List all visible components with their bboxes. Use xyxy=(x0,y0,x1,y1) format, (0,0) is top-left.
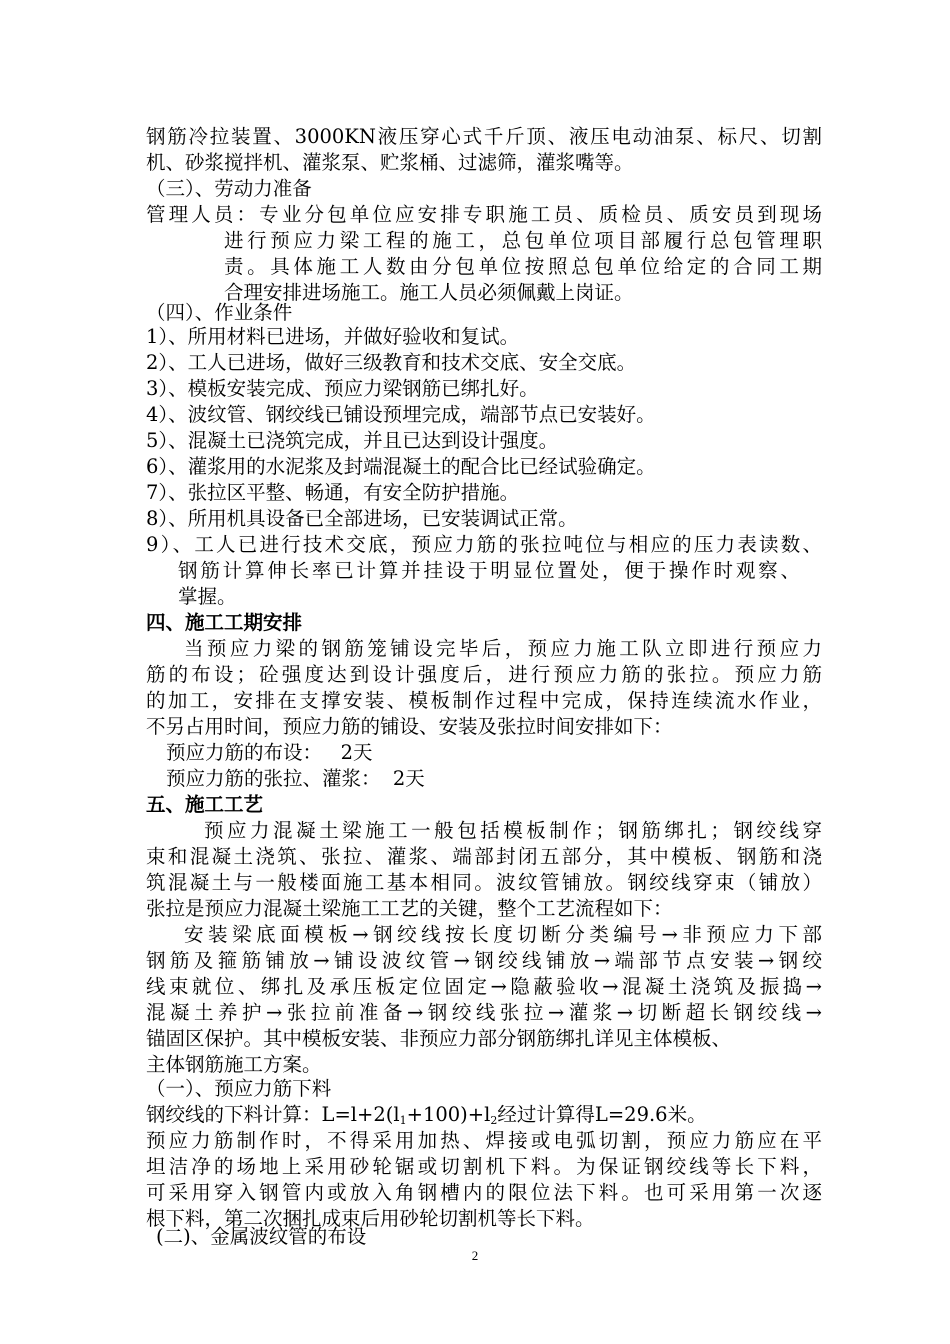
list-item: 6）、灌浆用的水泥浆及封端混凝土的配合比已经试验确定。 xyxy=(146,455,656,478)
text-line: 线束就位、绑扎及承压板定位固定→隐蔽验收→混凝土浇筑及振捣→ xyxy=(146,975,822,998)
list-item: 2）、工人已进场，做好三级教育和技术交底、安全交底。 xyxy=(146,351,637,374)
text-line: 根下料，第二次捆扎成束后用砂轮切割机等长下料。 xyxy=(146,1207,595,1230)
text-line: 进行预应力梁工程的施工，总包单位项目部履行总包管理职 xyxy=(224,229,822,252)
list-item: 5）、混凝土已浇筑完成，并且已达到设计强度。 xyxy=(146,429,559,452)
text-line: 张拉是预应力混凝土梁施工工艺的关键，整个工艺流程如下： xyxy=(146,897,673,920)
schedule-item: 预应力筋的张拉、灌浆： 2天 xyxy=(166,767,425,790)
text-line: 钢筋冷拉装置、3000KN液压穿心式千斤顶、液压电动油泵、标尺、切割 xyxy=(146,125,822,148)
text-line: 坦洁净的场地上采用砂轮锯或切割机下料。为保证钢绞线等长下料， xyxy=(146,1155,822,1178)
text-line: 主体钢筋施工方案。 xyxy=(146,1053,322,1076)
text-line: 预应力筋制作时，不得采用加热、焊接或电弧切割，预应力筋应在平 xyxy=(146,1129,822,1152)
text-line: 不另占用时间，预应力筋的铺设、安装及张拉时间安排如下： xyxy=(146,715,673,738)
formula-prefix: 钢绞线的下料计算：L=l+2(l xyxy=(146,1103,400,1126)
text-line: 锚固区保护。其中模板安装、非预应力部分钢筋绑扎详见主体模板、 xyxy=(146,1027,732,1050)
page-number: 2 xyxy=(471,1248,479,1263)
text-line: 安装梁底面模板→钢绞线按长度切断分类编号→非预应力下部 xyxy=(184,923,822,946)
text-line: 管理人员：专业分包单位应安排专职施工员、质检员、质安员到现场 xyxy=(146,203,822,226)
list-item: 9）、工人已进行技术交底，预应力筋的张拉吨位与相应的压力表读数、 xyxy=(146,533,822,556)
text-line: 当预应力梁的钢筋笼铺设完毕后，预应力施工队立即进行预应力 xyxy=(184,637,822,660)
chapter-heading: 五、施工工艺 xyxy=(146,793,264,816)
text-line: 筑混凝土与一般楼面施工基本相同。波纹管铺放。钢绞线穿束（铺放） xyxy=(146,871,822,894)
list-item: 8）、所用机具设备已全部进场，已安装调试正常。 xyxy=(146,507,578,530)
text-line: 机、砂浆搅拌机、灌浆泵、贮浆桶、过滤筛，灌浆嘴等。 xyxy=(146,151,634,174)
text-line: 责。具体施工人数由分包单位按照总包单位给定的合同工期 xyxy=(224,255,822,278)
text-line: 钢筋及箍筋铺放→铺设波纹管→钢绞线铺放→端部节点安装→钢绞 xyxy=(146,949,822,972)
chapter-heading: 四、施工工期安排 xyxy=(146,611,303,634)
text-line: 筋的布设；砼强度达到设计强度后，进行预应力筋的张拉。预应力筋 xyxy=(146,663,822,686)
list-item: 4）、波纹管、钢绞线已铺设预埋完成，端部节点已安装好。 xyxy=(146,403,656,426)
list-item-continuation: 掌握。 xyxy=(178,585,237,608)
list-item: 1）、所用材料已进场，并做好验收和复试。 xyxy=(146,325,520,348)
text-line: 可采用穿入钢管内或放入角钢槽内的限位法下料。也可采用第一次逐 xyxy=(146,1181,822,1204)
section-heading: （四）、作业条件 xyxy=(146,301,293,324)
formula-subscript-1: 1 xyxy=(399,1114,407,1127)
text-line: 合理安排进场施工。施工人员必须佩戴上岗证。 xyxy=(224,281,634,304)
text-line: 的加工，安排在支撑安装、模板制作过程中完成，保持连续流水作业， xyxy=(146,689,822,712)
section-heading: (二)、金属波纹管的布设 xyxy=(156,1225,367,1248)
text-line: 混凝土养护→张拉前准备→钢绞线张拉→灌浆→切断超长钢绞线→ xyxy=(146,1001,822,1024)
section-heading: （三）、劳动力准备 xyxy=(146,177,312,200)
schedule-item: 预应力筋的布设： 2天 xyxy=(166,741,373,764)
text-line: 束和混凝土浇筑、张拉、灌浆、端部封闭五部分，其中模板、钢筋和浇 xyxy=(146,845,822,868)
list-item-continuation: 钢筋计算伸长率已计算并挂设于明显位置处，便于操作时观察、 xyxy=(178,559,800,582)
list-item: 3）、模板安装完成、预应力梁钢筋已绑扎好。 xyxy=(146,377,539,400)
formula-line xyxy=(146,1102,707,1128)
formula-subscript-2: 2 xyxy=(490,1114,498,1127)
text-line: 预应力混凝土梁施工一般包括模板制作；钢筋绑扎；钢绞线穿 xyxy=(204,819,822,842)
list-item: 7）、张拉区平整、畅通，有安全防护措施。 xyxy=(146,481,520,504)
formula-middle: +100)+l xyxy=(406,1103,491,1126)
formula-suffix: 经过计算得L=29.6米。 xyxy=(497,1103,707,1126)
section-heading: （一）、预应力筋下料 xyxy=(146,1077,332,1100)
